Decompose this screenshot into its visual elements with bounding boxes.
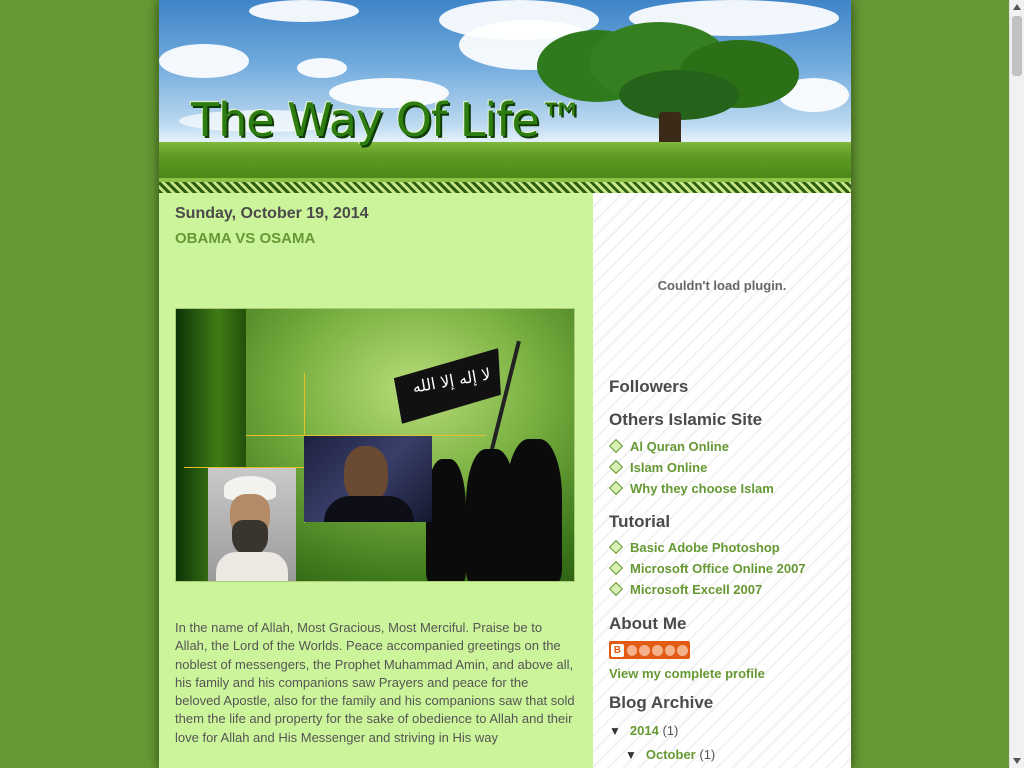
blog-archive-title: Blog Archive [609,693,714,712]
blog-container [159,0,851,768]
tutorial-link[interactable]: Microsoft Excell 2007 [630,581,763,597]
main-column [159,193,593,768]
badge-dot [665,645,676,656]
diamond-bullet-icon [609,460,623,474]
islamic-sites-title: Others Islamic Site [609,410,763,429]
soldier-silhouette [426,459,466,582]
post-title[interactable]: OBAMA VS OSAMA [175,230,316,247]
header-banner[interactable] [159,0,851,178]
post-body: In the name of Allah, Most Gracious, Most Merciful. Praise be to Allah, the Lord of the Worlds. Peace accompanied greetings on the noblest of messengers, the Prophet Muhammad Amin, and above all, his family and his companions saw Prayers and peace for the beloved Apostle, also for the family and his companions saw that sold them the life and property for the sake of obedience to Allah and their love for Allah and His Messenger and striving in His way [175,620,575,745]
islamic-site-link[interactable]: Al Quran Online [630,439,729,454]
diamond-bullet-icon [609,481,623,495]
view-profile-link[interactable]: View my complete profile [609,666,765,681]
osama-photo [208,468,296,582]
cloud-shape [159,44,249,78]
blog-title[interactable]: The Way Of Life™ [191,93,584,147]
archive-month-count: (1) [699,747,716,762]
list-item[interactable] [609,561,806,582]
tutorial-link[interactable]: Basic Adobe Photoshop [630,540,780,555]
diamond-bullet-icon [609,439,623,453]
soldier-silhouette [506,439,562,582]
islamic-site-link[interactable]: Islam Online [630,459,708,475]
badge-dot [652,645,663,656]
vertical-scrollbar[interactable] [1009,0,1024,768]
tutorial-link[interactable]: Microsoft Office Online 2007 [630,560,806,576]
header-divider [159,178,851,193]
archive-year-link[interactable]: 2014 [629,723,659,738]
about-me-title: About Me [609,614,687,633]
cloud-shape [297,58,347,78]
post-image[interactable] [175,308,575,582]
list-item[interactable] [609,540,806,561]
archive-year-count: (1) [662,723,679,738]
suit-shape [324,496,414,522]
blogger-icon: B [611,644,624,657]
flag-text: لا إله إلا الله [410,364,493,397]
diamond-bullet-icon [609,561,623,575]
list-item[interactable] [609,582,806,603]
islamic-site-link[interactable]: Why they choose Islam [630,480,774,496]
diamond-bullet-icon [609,540,623,554]
list-item[interactable] [609,481,774,502]
islamic-sites-list [609,439,774,501]
grass-field [159,142,851,178]
plugin-error-message: Couldn't load plugin. [657,278,787,293]
list-item[interactable] [609,439,774,460]
scroll-up-icon[interactable] [1013,4,1021,10]
archive-year-row[interactable] [609,723,678,738]
obama-photo [304,436,432,522]
scrollbar-thumb[interactable] [1012,16,1022,76]
badge-dot [677,645,688,656]
list-item[interactable] [609,460,774,481]
post-date: Sunday, October 19, 2014 [175,205,369,222]
expand-toggle-icon[interactable]: ▼ [625,748,637,762]
scroll-down-icon[interactable] [1013,758,1021,764]
beard-shape [232,520,268,556]
archive-month-link[interactable]: October [645,747,696,762]
sidebar [593,193,851,768]
robe-shape [216,552,288,582]
archive-month-row[interactable] [625,747,715,762]
tutorial-list [609,540,806,602]
blogger-profile-badge[interactable] [609,641,690,659]
followers-title: Followers [609,377,689,396]
cloud-shape [249,0,359,22]
badge-dot [639,645,650,656]
badge-dot [627,645,638,656]
diamond-bullet-icon [609,582,623,596]
expand-toggle-icon[interactable]: ▼ [609,724,621,738]
face-shape [344,446,388,502]
tutorial-title: Tutorial [609,512,671,531]
